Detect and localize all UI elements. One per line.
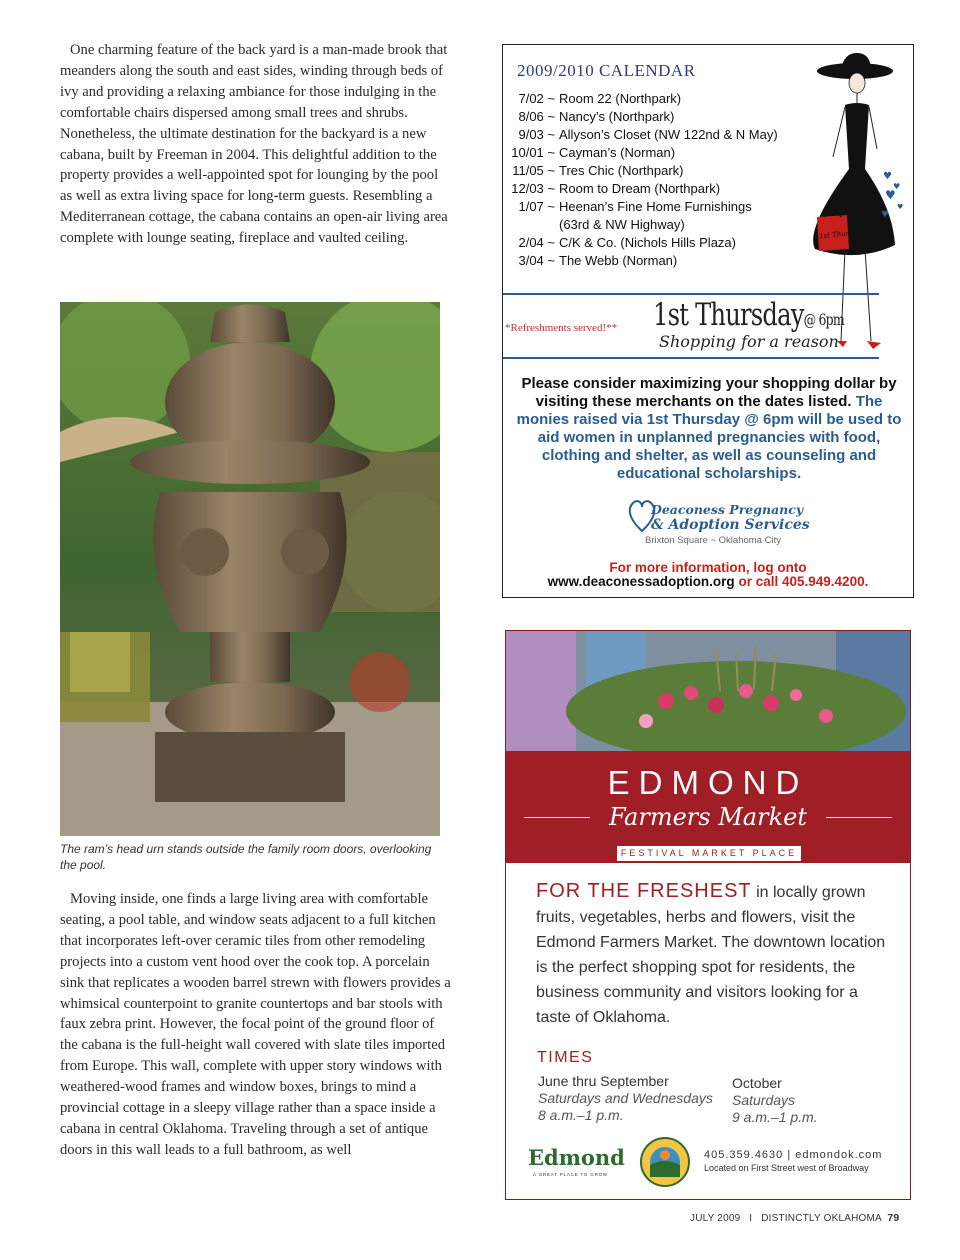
photo-caption: The ram’s head urn stands outside the family room doors, overlooking the pool. [60, 842, 432, 872]
event-date: 7/02 ~ [518, 91, 555, 106]
appeal-black: Please consider maximizing your shopping dollar by visiting these merchants on the dates listed. [521, 375, 897, 410]
event-place: Room 22 (Northpark) [559, 91, 682, 106]
info-phone: 405.949.4200. [782, 574, 869, 589]
event-place: Nancy’s (Northpark) [559, 109, 675, 124]
event-place: Tres Chic (Northpark) [559, 163, 684, 178]
calendar-row [511, 252, 811, 270]
thursday-time: @ 6pm [803, 310, 844, 329]
calendar-row [511, 198, 811, 216]
calendar-row [511, 90, 811, 108]
appeal-text [513, 375, 905, 483]
parks-recreation-seal [640, 1137, 690, 1187]
tagline: Shopping for a reason [659, 332, 839, 351]
appeal-blue: The monies raised via 1st Thursday @ 6pm will be used to aid women in unplanned pregnancies with food, clothing and shelter, as well as counseling and educational scholarships. [516, 393, 902, 482]
calendar-row [511, 108, 811, 126]
page-number: 79 [887, 1212, 900, 1224]
schedule-hours: 8 a.m.–1 p.m. [538, 1107, 624, 1123]
market-description [536, 879, 896, 1030]
calendar-row [511, 234, 811, 252]
org-location: Brixton Square ~ Oklahoma City [645, 535, 781, 546]
svg-text:♥: ♥ [893, 182, 901, 191]
event-date: 12/03 ~ [511, 181, 555, 196]
calendar-event-list [511, 90, 811, 270]
bag-label: 1st Thursday [818, 227, 866, 241]
event-date: 2/04 ~ [518, 235, 555, 250]
market-photo [506, 631, 911, 751]
calendar-row [511, 216, 811, 234]
schedule-block [732, 1075, 818, 1126]
svg-text:♥: ♥ [883, 171, 892, 182]
edmond-logo-tagline: A GREAT PLACE TO GROW [533, 1172, 608, 1177]
issue-date: JULY 2009 [690, 1213, 741, 1224]
calendar-row [511, 144, 811, 162]
magazine-name: DISTINCTLY OKLAHOMA [761, 1213, 882, 1224]
event-date [511, 216, 559, 234]
info-url-link[interactable]: www.deaconessadoption.org [547, 574, 735, 589]
thursday-title-text: 1st Thursday [653, 297, 804, 333]
svg-text:♥: ♥ [885, 188, 896, 202]
lead-text: FOR THE FRESHEST [536, 880, 752, 902]
market-location: Located on First Street west of Broadway [704, 1163, 869, 1173]
schedule-days: Saturdays and Wednesdays [538, 1090, 713, 1106]
event-place: Heenan’s Fine Home Furnishings [559, 199, 752, 214]
schedule-days: Saturdays [732, 1092, 796, 1108]
event-place: The Webb (Norman) [559, 253, 678, 268]
first-thursday-title [653, 297, 844, 333]
event-date: 8/06 ~ [518, 109, 555, 124]
event-date: 11/05 ~ [512, 163, 555, 178]
urn-photo [60, 302, 440, 836]
article-paragraph-2: Moving inside, one finds a large living area with comfortable seating, a pool table, and window seats adjacent to a full kitchen that incorporates left-over ceramic tiles from other remodeling projects into a custom vent hood over the cook top. A porcelain sink that replicates a wooden barrel strewn with flowers provides a whimsical counterpoint to granite countertops and bar stools with faux zebra print. However, the focal point of the ground floor of the cabana is the full-height wall covered with slate tiles imported from Europe. This wall, complete with upper story windows with weathered-wood frames and window boxes, brings to mind a provincial cottage in a sleepy village rather than a space inside a cabana in central Oklahoma. Traveling through a set of antique doors in this wall leads to a full bathroom, as well [60, 891, 451, 1158]
event-place: Cayman’s (Norman) [559, 145, 676, 160]
refreshments-note: *Refreshments served!** [505, 322, 618, 334]
event-place: C/K & Co. (Nichols Hills Plaza) [559, 235, 736, 250]
footer-separator: I [749, 1213, 753, 1224]
calendar-row [511, 126, 811, 144]
info-prefix: For more information, log onto [609, 560, 807, 575]
edmond-logo: Edmond [528, 1145, 625, 1170]
schedule-season: October [732, 1075, 782, 1091]
article-column [60, 40, 450, 249]
article-paragraph-1: One charming feature of the back yard is a man-made brook that meanders along the south and east sides, winding through beds of ivy and providing a relaxing ambiance for those indulging in the comfortable chairs dispersed among small trees and shrubs. Nonetheless, the ultimate destination for the backyard is a new cabana, built by Freeman in 2004. This delightful addition to the property provides a well-appointed spot for lounging by the pool as well as extra living space for long-term guests. Resembling a Mediterranean cottage, the cabana contains an open-air living area complete with lounge seating, fireplace and vaulted ceiling. [60, 42, 448, 247]
event-place: (63rd & NW Highway) [559, 217, 685, 232]
event-date: 9/03 ~ [518, 127, 555, 142]
divider-line [503, 357, 879, 359]
calendar-title: 2009/2010 CALENDAR [517, 61, 696, 80]
svg-text:♥: ♥ [897, 203, 904, 211]
more-info [503, 561, 913, 589]
event-place: Allyson’s Closet (NW 122nd & N May) [559, 127, 778, 142]
market-subtitle: Farmers Market [609, 803, 807, 831]
contact-info: 405.359.4630 | edmondok.com [704, 1149, 883, 1161]
calendar-ad [502, 44, 914, 598]
event-date: 10/01 ~ [511, 145, 555, 160]
farmers-market-ad [505, 630, 911, 1200]
calendar-row [511, 162, 811, 180]
divider-line [503, 293, 879, 295]
market-title: EDMOND [607, 764, 809, 801]
times-heading: TIMES [537, 1049, 594, 1066]
body-text: in locally grown fruits, vegetables, herbs and flowers, visit the Edmond Farmers Market. The downtown location is the perfect shopping spot for residents, the business community and visitors looking for a taste of Oklahoma. [536, 884, 886, 1026]
org-name-line1: Deaconess Pregnancy [651, 502, 804, 517]
info-call: or call [738, 574, 779, 589]
urn-photo-illustration [60, 302, 440, 836]
event-date: 1/07 ~ [518, 199, 555, 214]
page-footer [690, 1212, 899, 1224]
calendar-row [511, 180, 811, 198]
schedule-season: June thru September [538, 1073, 669, 1089]
festival-badge: FESTIVAL MARKET PLACE [616, 845, 802, 862]
article-column-2 [60, 889, 452, 1161]
event-date: 3/04 ~ [518, 253, 555, 268]
org-name-line2: & Adoption Services [651, 517, 810, 533]
schedule-hours: 9 a.m.–1 p.m. [732, 1109, 818, 1125]
schedule-block [538, 1073, 713, 1124]
event-place: Room to Dream (Northpark) [559, 181, 721, 196]
svg-text:♥: ♥ [881, 210, 890, 220]
